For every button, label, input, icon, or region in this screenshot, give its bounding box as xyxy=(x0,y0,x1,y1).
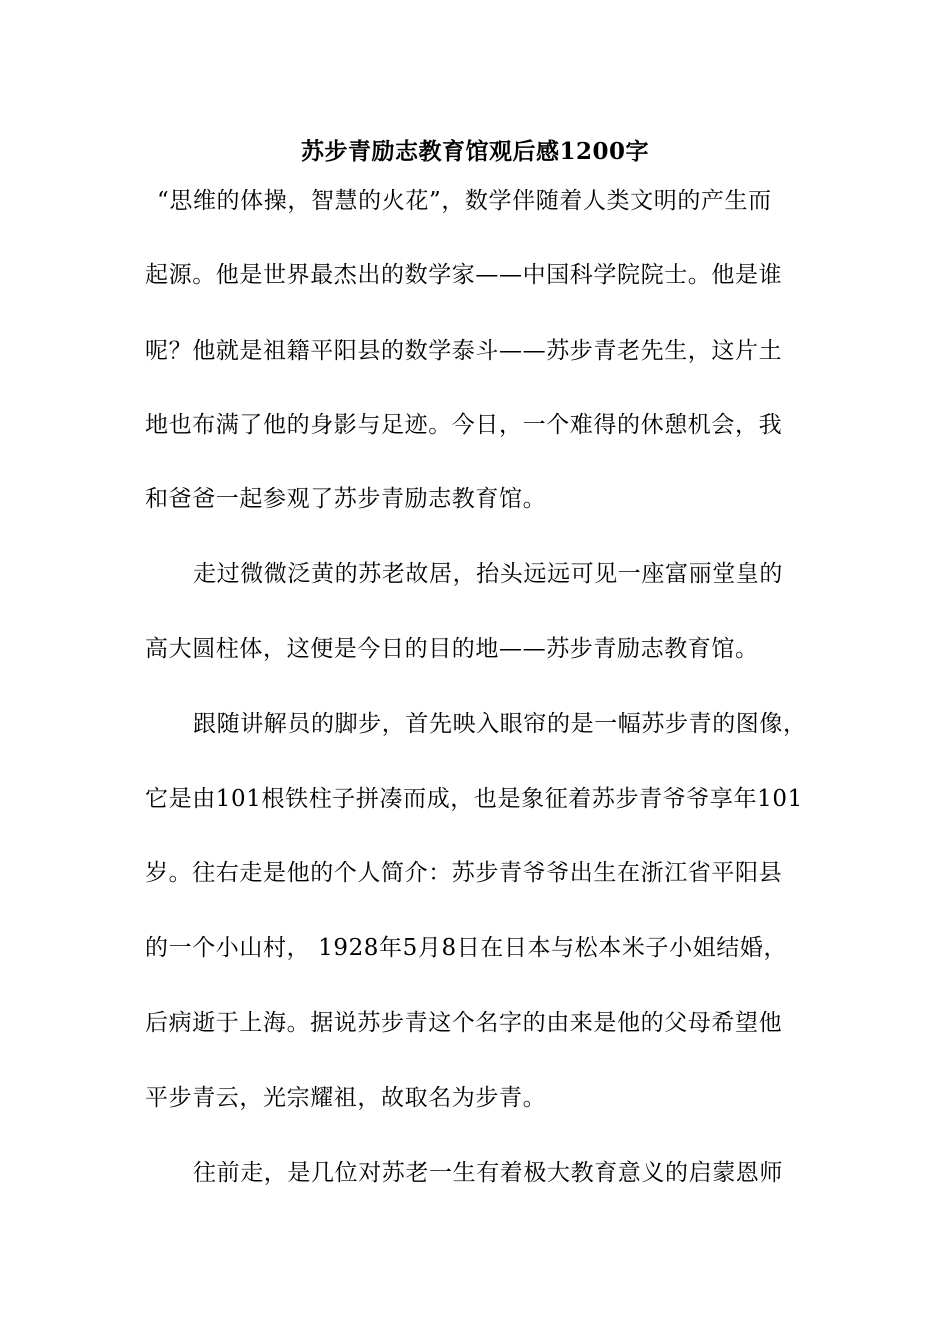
paragraph-line: 地也布满了他的身影与足迹。今日，一个难得的休憩机会，我 xyxy=(145,412,783,438)
paragraph-line: 和爸爸一起参观了苏步青励志教育馆。 xyxy=(145,486,547,512)
paragraph-line: 岁。往右走是他的个人简介：苏步青爷爷出生在浙江省平阳县 xyxy=(145,860,783,886)
paragraph-line: 高大圆柱体，这便是今日的目的地——苏步青励志教育馆。 xyxy=(145,636,759,662)
paragraph-line: 平步青云，光宗耀祖，故取名为步青。 xyxy=(145,1085,547,1111)
paragraph-line: 往前走，是几位对苏老一生有着极大教育意义的启蒙恩师 xyxy=(193,1160,783,1186)
paragraph-line: 呢？他就是祖籍平阳县的数学泰斗——苏步青老先生，这片土 xyxy=(145,338,783,364)
paragraph-line: 跟随讲解员的脚步，首先映入眼帘的是一幅苏步青的图像， xyxy=(193,711,807,737)
paragraph-line: “思维的体操，智慧的火花”，数学伴随着人类文明的产生而 xyxy=(157,188,772,214)
paragraph-line: 它是由101根铁柱子拼凑而成，也是象征着苏步青爷爷享年101 xyxy=(145,786,803,812)
paragraph-line: 走过微微泛黄的苏老故居，抬头远远可见一座富丽堂皇的 xyxy=(193,561,783,587)
page-title: 苏步青励志教育馆观后感1200字 xyxy=(300,138,649,165)
paragraph-line: 的一个小山村， 1928年5月8日在日本与松本米子小姐结婚， xyxy=(145,935,788,961)
paragraph-line: 后病逝于上海。据说苏步青这个名字的由来是他的父母希望他 xyxy=(145,1010,783,1036)
paragraph-line: 起源。他是世界最杰出的数学家——中国科学院院士。他是谁 xyxy=(145,262,783,288)
